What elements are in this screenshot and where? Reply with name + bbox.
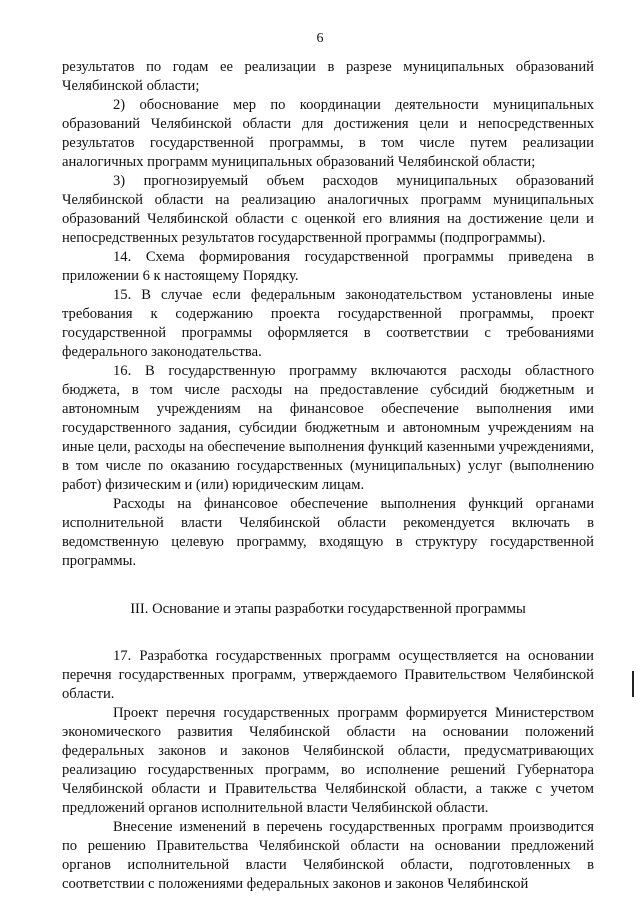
paragraphs-after — [62, 647, 594, 894]
paragraph: Внесение изменений в перечень государственных программ производится по решению Правительства Челябинской области на основании предложений органов исполнительной власти Челябинской области, подготовленных в соответствии с положениями федеральных законов и законов Челябинской — [62, 819, 594, 892]
paragraph: 14. Схема формирования государственной программы приведена в приложении 6 к настоящему Порядку. — [62, 249, 594, 284]
paragraph: 17. Разработка государственных программ осуществляется на основании перечня государственных программ, утверждаемого Правительством Челябинской области. — [62, 648, 594, 702]
document-body — [62, 58, 594, 894]
paragraph: 3) прогнозируемый объем расходов муниципальных образований Челябинской области на реализацию аналогичных программ муниципальных образований Челябинской области с оценкой его влияния на достижение цели и непосредственных результатов государственной программы (подпрограммы). — [62, 173, 594, 246]
paragraph: результатов по годам ее реализации в разрезе муниципальных образований Челябинской области; — [62, 59, 594, 94]
paragraph: Расходы на финансовое обеспечение выполнения функций органами исполнительной власти Челябинской области рекомендуется включать в ведомственную целевую программу, входящую в структуру государственной программы. — [62, 496, 594, 569]
section-heading: III. Основание и этапы разработки государственной программы — [130, 601, 526, 617]
page-number: 6 — [316, 31, 324, 46]
paragraph: Проект перечня государственных программ формируется Министерством экономического развития Челябинской области на основании положений федеральных законов и законов Челябинской области, предусматривающих реализацию государственных программ, во исполнение решений Губернатора Челябинской области и Правительства Челябинской области, а также с учетом предложений органов исполнительной власти Челябинской области. — [62, 705, 594, 816]
paragraph: 16. В государственную программу включаются расходы областного бюджета, в том числе расходы на предоставление субсидий бюджетным и автономным учреждениям на финансовое обеспечение выполнения ими государственного задания, субсидии бюджетным и автономным учреждениям на иные цели, расходы на обеспечение выполнения функций казенными учреждениями, в том числе по оказанию государственных (муниципальных) услуг (выполнению работ) физическим и (или) юридическим лицам. — [62, 363, 594, 493]
paragraphs-before — [62, 58, 594, 571]
paragraph: 2) обоснование мер по координации деятельности муниципальных образований Челябинской области для достижения цели и непосредственных результатов государственной программы, в том числе путем реализации аналогичных программ муниципальных образований Челябинской области; — [62, 97, 594, 170]
margin-mark — [632, 671, 634, 697]
paragraph: 15. В случае если федеральным законодательством установлены иные требования к содержанию проекта государственной программы, проект государственной программы оформляется в соответствии с требованиями федерального законодательства. — [62, 287, 594, 360]
